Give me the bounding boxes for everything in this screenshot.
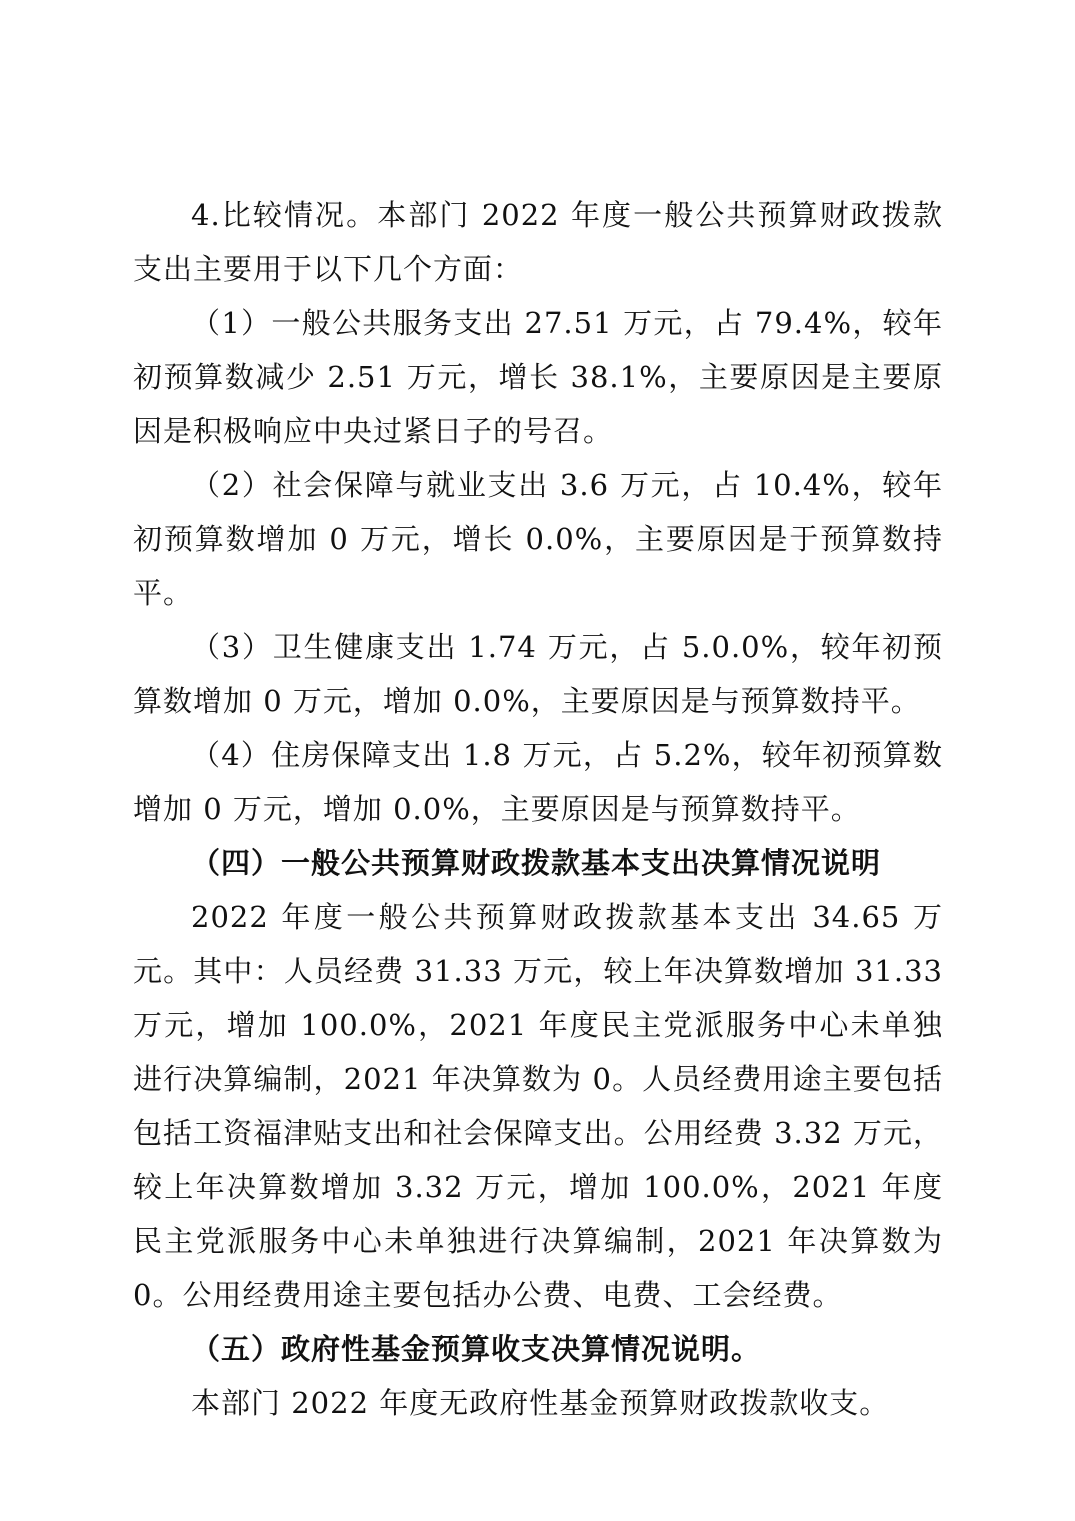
section-heading-basic-expenditure: （四）一般公共预算财政拨款基本支出决算情况说明 bbox=[191, 846, 882, 880]
paragraph-housing: （4）住房保障支出 1.8 万元，占 5.2%，较年初预算数增加 0 万元，增加 0.0%，主要原因是与预算数持平。 bbox=[133, 738, 943, 826]
paragraph-basic-expenditure: 2022 年度一般公共预算财政拨款基本支出 34.65 万元。其中：人员经费 31.33 万元，较上年决算数增加 31.33 万元，增加 100.0%，2021 年度民主党派服务中心未单独进行决算编制，2021 年决算数为 0。人员经费用途主要包括包括工资福津贴支出和社会保障支出。公用经费 3.32 万元，较上年决算数增加 3.32 万元，增加 100.0%，2021 年度民主党派服务中心未单独进行决算编制，2021 年决算数为 0。公用经费用途主要包括办公费、电费、工会经费。 bbox=[133, 900, 943, 1312]
paragraph-comparison-intro: 4.比较情况。本部门 2022 年度一般公共预算财政拨款支出主要用于以下几个方面： bbox=[133, 198, 943, 286]
paragraph-government-fund: 本部门 2022 年度无政府性基金预算财政拨款收支。 bbox=[191, 1386, 890, 1420]
document-body bbox=[133, 188, 943, 1430]
paragraph-health: （3）卫生健康支出 1.74 万元，占 5.0.0%，较年初预算数增加 0 万元，增加 0.0%，主要原因是与预算数持平。 bbox=[133, 630, 943, 718]
section-heading-government-fund: （五）政府性基金预算收支决算情况说明。 bbox=[191, 1332, 762, 1366]
paragraph-general-public-services: （1）一般公共服务支出 27.51 万元，占 79.4%，较年初预算数减少 2.51 万元，增长 38.1%，主要原因是主要原因是积极响应中央过紧日子的号召。 bbox=[133, 306, 943, 448]
paragraph-social-security: （2）社会保障与就业支出 3.6 万元，占 10.4%，较年初预算数增加 0 万元，增长 0.0%，主要原因是于预算数持平。 bbox=[133, 468, 943, 610]
